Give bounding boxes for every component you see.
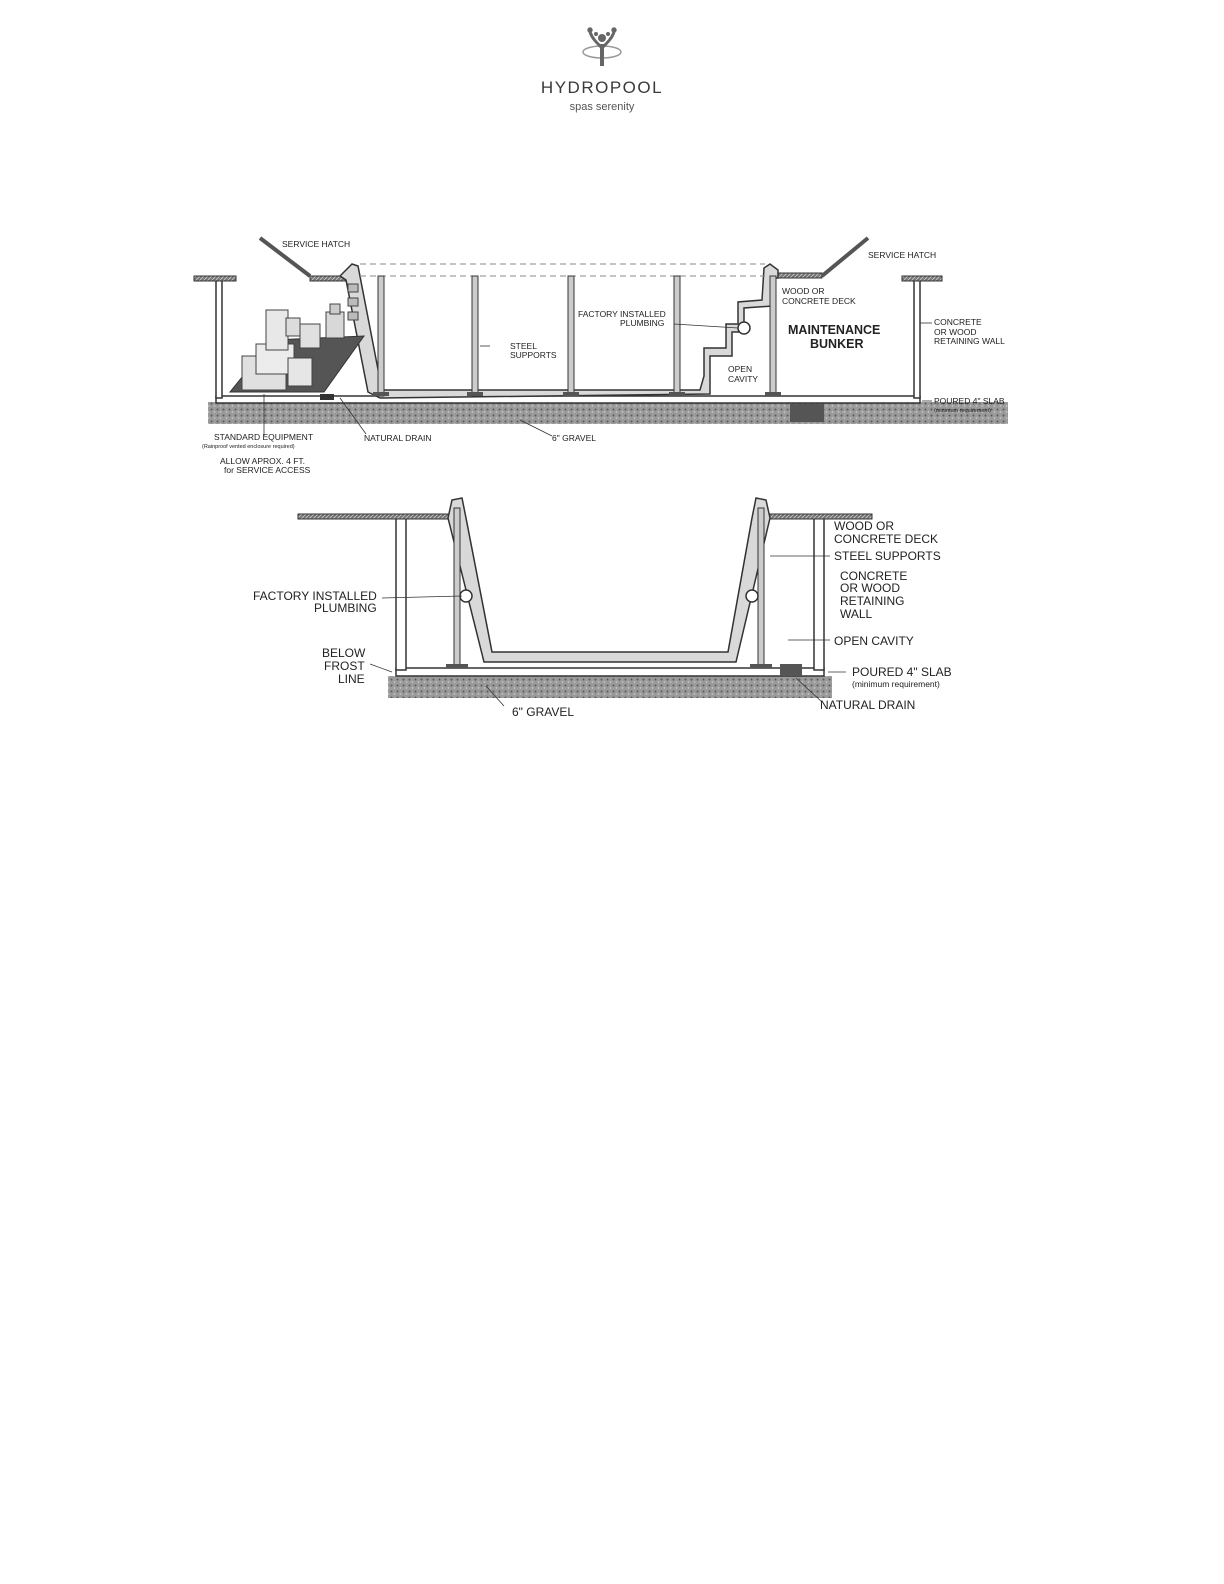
label-slab-note: (minimum requirement) <box>934 408 991 414</box>
sprouting-figure-icon <box>583 28 621 66</box>
label-wall-line1: CONCRETE <box>840 569 908 583</box>
label-slab: POURED 4" SLAB <box>934 396 1005 406</box>
right-retaining-wall <box>914 280 920 398</box>
label-frost-line2: FROST <box>324 659 365 673</box>
spa-shell <box>448 498 770 662</box>
label-equipment-note: (Rainproof vented enclosure required) <box>202 444 295 450</box>
right-service-hatch <box>822 238 868 276</box>
right-deck-inner <box>778 273 822 278</box>
steel-support <box>669 276 685 396</box>
label-deck-line1: WOOD OR <box>834 519 894 533</box>
gravel-bed <box>388 676 832 698</box>
label-plumbing-line2: PLUMBING <box>620 318 665 328</box>
label-cavity-line1: OPEN <box>728 364 753 374</box>
steel-support <box>563 276 579 396</box>
label-steel-supports: STEEL SUPPORTS <box>834 549 941 563</box>
brand-logo <box>520 24 700 120</box>
label-open-cavity: OPEN CAVITY <box>834 634 914 648</box>
label-bunker-line1: MAINTENANCE <box>788 323 881 337</box>
label-access-line2: for SERVICE ACCESS <box>224 465 311 475</box>
label-access-line1: ALLOW APROX. 4 FT. <box>220 456 306 466</box>
label-wall-line1: CONCRETE <box>934 317 982 327</box>
label-slab: POURED 4" SLAB <box>852 665 952 679</box>
label-wall-line4: WALL <box>840 607 873 621</box>
label-plumbing-line1: FACTORY INSTALLED <box>578 309 666 319</box>
plumbing-pipe-icon <box>746 590 758 602</box>
label-gravel: 6" GRAVEL <box>512 705 575 719</box>
left-deck <box>298 514 450 519</box>
label-deck-line2: CONCRETE DECK <box>834 532 939 546</box>
label-deck-line2: CONCRETE DECK <box>782 296 856 306</box>
natural-drain <box>320 394 334 400</box>
left-deck <box>194 276 236 281</box>
concrete-slab <box>396 668 824 676</box>
standard-equipment <box>230 284 364 392</box>
label-wall-line2: OR WOOD <box>934 327 977 337</box>
brand-name: HYDROPOOL <box>540 78 664 97</box>
label-supports-line2: SUPPORTS <box>510 350 557 360</box>
label-service-hatch-right: SERVICE HATCH <box>868 250 937 260</box>
side-section-diagram <box>180 228 1030 488</box>
right-retaining-wall <box>814 518 824 670</box>
spa-shell <box>340 264 778 398</box>
label-plumbing-line1: FACTORY INSTALLED <box>253 589 377 603</box>
label-wall-line3: RETAINING WALL <box>934 336 1005 346</box>
label-wall-line2: OR WOOD <box>840 581 900 595</box>
left-retaining-wall <box>396 518 406 670</box>
label-frost-line1: BELOW <box>322 646 366 660</box>
left-retaining-wall <box>216 280 222 398</box>
label-plumbing-line2: PLUMBING <box>314 601 377 615</box>
label-natural-drain: NATURAL DRAIN <box>820 698 916 712</box>
end-section-diagram <box>240 492 980 724</box>
natural-drain <box>780 664 802 676</box>
gravel-bed <box>208 402 1008 424</box>
plumbing-pipe-icon <box>738 322 750 334</box>
natural-drain <box>790 404 824 422</box>
steel-support <box>467 276 483 396</box>
label-frost-line3: LINE <box>338 672 365 686</box>
label-wall-line3: RETAINING <box>840 594 905 608</box>
right-deck <box>902 276 942 281</box>
label-cavity-line2: CAVITY <box>728 374 759 384</box>
label-deck-line1: WOOD OR <box>782 286 825 296</box>
label-supports-line1: STEEL <box>510 341 537 351</box>
brand-tagline: spas serenity <box>569 101 635 113</box>
label-service-hatch-left: SERVICE HATCH <box>282 239 351 249</box>
label-bunker-line2: BUNKER <box>810 337 864 351</box>
label-gravel: 6" GRAVEL <box>552 433 596 443</box>
label-equipment: STANDARD EQUIPMENT <box>214 432 314 442</box>
label-slab-note: (minimum requirement) <box>852 679 940 689</box>
label-natural-drain: NATURAL DRAIN <box>364 433 432 443</box>
